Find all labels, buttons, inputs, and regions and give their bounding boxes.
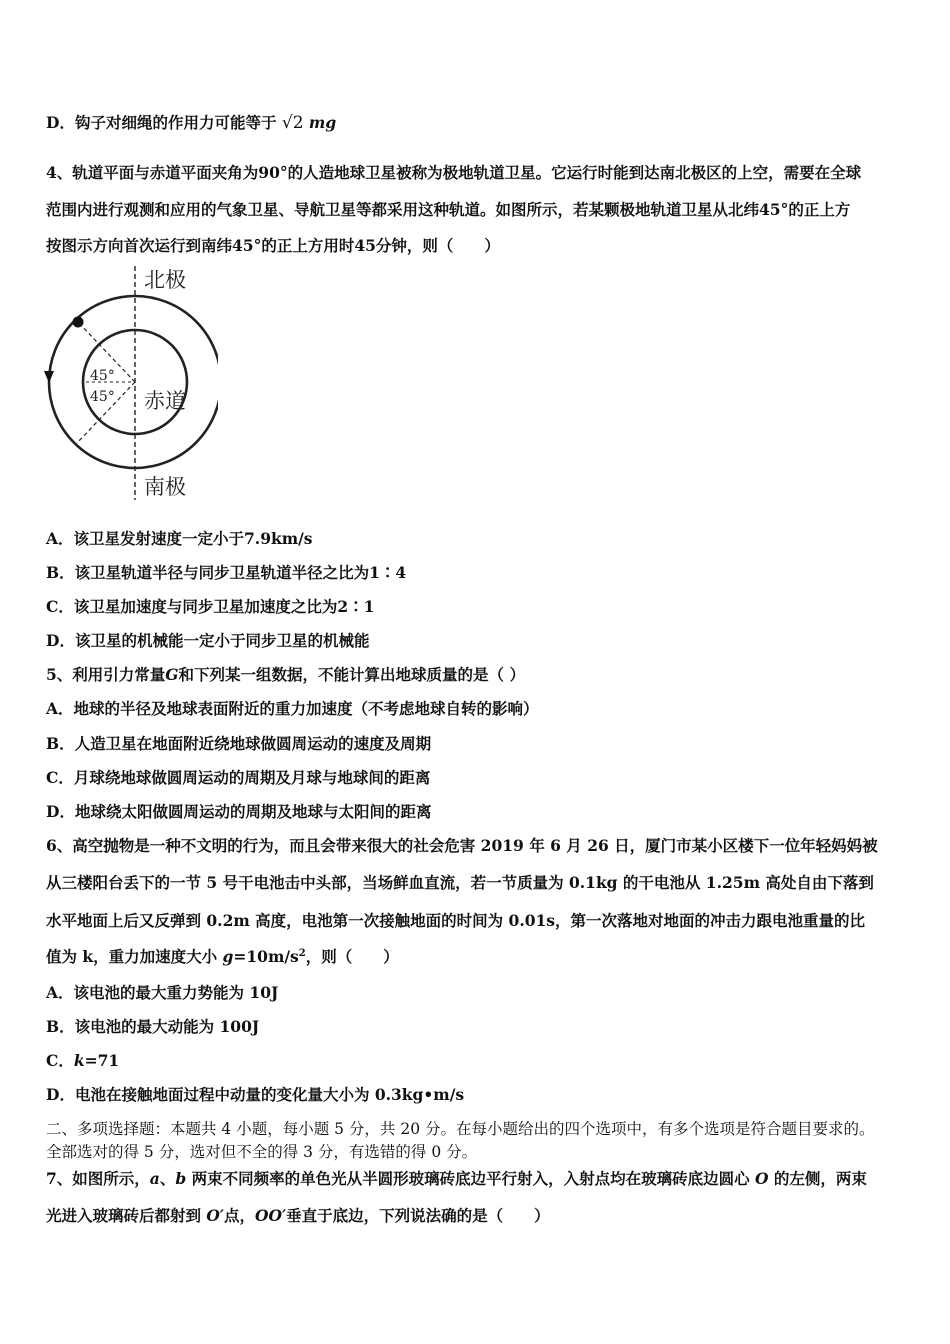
segment-oo-prime-symbol: OO′ (255, 1206, 287, 1225)
q5-stem-post: 和下列某一组数据，不能计算出地球质量的是（ ） (178, 665, 525, 684)
beam-b-symbol: b (175, 1169, 187, 1188)
q6-stem-line-4 (46, 946, 399, 968)
q4-option-c: C．该卫星加速度与同步卫星加速度之比为2∶1 (46, 597, 375, 616)
beam-a-symbol: a (149, 1169, 160, 1188)
q4-option-d: D．该卫星的机械能一定小于同步卫星的机械能 (46, 631, 370, 650)
gravitational-constant-symbol: G (165, 665, 179, 684)
g-symbol: g (222, 947, 234, 966)
q7-l2-mid: 点， (224, 1206, 256, 1225)
mg-symbol: mg (308, 113, 337, 132)
q5-option-b: B．人造卫星在地面附近绕地球做圆周运动的速度及周期 (46, 734, 432, 753)
q6-option-c (46, 1050, 119, 1072)
g-value: =10m/s (233, 947, 299, 966)
q7-l1-sep: 、 (159, 1169, 176, 1188)
section2-instructions-line-2: 全部选对的得 5 分，选对但不全的得 3 分，有选错的得 0 分。 (46, 1143, 478, 1161)
point-o-prime-symbol: O′ (201, 1206, 225, 1225)
sqrt-two: √2 (281, 113, 304, 133)
g-unit-exponent: 2 (298, 947, 306, 959)
q5-option-c: C．月球绕地球做圆周运动的周期及月球与地球间的距离 (46, 768, 431, 787)
section2-instructions-line-1: 二、多项选择题：本题共 4 小题，每小题 5 分，共 20 分。在每小题给出的四个选项中，有多个选项是符合题目要求的。 (46, 1120, 875, 1138)
north-pole-label: 北极 (144, 268, 186, 292)
q7-l2-post: 垂直于底边，下列说法确的是（ ） (286, 1206, 550, 1225)
q6-stem-line-2: 从三楼阳台丢下的一节 5 号干电池击中头部，当场鲜血直流，若一节质量为 0.1kg 的干电池从 1.25m 高处自由下落到 (46, 873, 874, 892)
q5-stem (46, 664, 525, 686)
satellite-dot (73, 317, 84, 328)
q6-option-a: A．该电池的最大重力势能为 10J (46, 983, 279, 1002)
q4-stem-line-3: 按图示方向首次运行到南纬45°的正上方用时45分钟，则（ ） (46, 236, 500, 255)
q4-stem-line-1: 4、轨道平面与赤道平面夹角为90°的人造地球卫星被称为极地轨道卫星。它运行时能到达南北极区的上空，需要在全球 (46, 163, 862, 182)
q4-option-b: B．该卫星轨道半径与同步卫星轨道半径之比为1∶4 (46, 563, 407, 582)
angle-label-top: 45° (90, 368, 115, 384)
q7-l1-mid: 两束不同频率的单色光从半圆形玻璃砖底边平行射入，入射点均在玻璃砖底边圆心 (186, 1169, 750, 1188)
south-pole-label: 南极 (144, 475, 186, 499)
q7-l1-post: 的左侧，两束 (773, 1169, 867, 1188)
q7-stem-line-2 (46, 1205, 550, 1227)
q4-stem-line-2: 范围内进行观测和应用的气象卫星、导航卫星等都采用这种轨道。如图所示，若某颗极地轨道卫星从北纬45°的正上方 (46, 200, 851, 219)
k-symbol: k (73, 1051, 85, 1070)
q6-option-b: B．该电池的最大动能为 100J (46, 1017, 260, 1036)
q3-option-d (46, 112, 336, 134)
q4-option-a: A．该卫星发射速度一定小于7.9km/s (46, 529, 313, 548)
q6-stem-line-4-post: ，则（ ） (305, 947, 399, 966)
q6-option-c-pre: C． (46, 1051, 74, 1070)
q6-stem-line-1: 6、高空抛物是一种不文明的行为，而且会带来很大的社会危害 2019 年 6 月 26 日，厦门市某小区楼下一位年轻妈妈被 (46, 836, 878, 855)
q5-option-d: D．地球绕太阳做圆周运动的周期及地球与太阳间的距离 (46, 802, 432, 821)
polar-orbit-figure (38, 262, 218, 506)
direction-arrow-icon (44, 371, 54, 383)
center-o-symbol: O (749, 1169, 774, 1188)
q6-option-d: D．电池在接触地面过程中动量的变化量大小为 0.3kg•m/s (46, 1085, 465, 1104)
q5-option-a: A．地球的半径及地球表面附近的重力加速度（不考虑地球自转的影响） (46, 699, 539, 718)
q6-stem-line-4-pre: 值为 k，重力加速度大小 (46, 947, 223, 966)
q7-l2-pre: 光进入玻璃砖后都射到 (46, 1206, 202, 1225)
q5-stem-pre: 5、利用引力常量 (46, 665, 166, 684)
q6-option-c-post: =71 (84, 1051, 120, 1070)
equator-label: 赤道 (144, 389, 186, 413)
q3-option-d-text: D．钩子对细绳的作用力可能等于 (46, 113, 277, 132)
q7-stem-line-1 (46, 1168, 867, 1190)
angle-label-bottom: 45° (90, 389, 115, 405)
q7-l1-pre: 7、如图所示， (46, 1169, 150, 1188)
q6-stem-line-3: 水平地面上后又反弹到 0.2m 高度，电池第一次接触地面的时间为 0.01s，第一次落地对地面的冲击力跟电池重量的比 (46, 911, 866, 930)
